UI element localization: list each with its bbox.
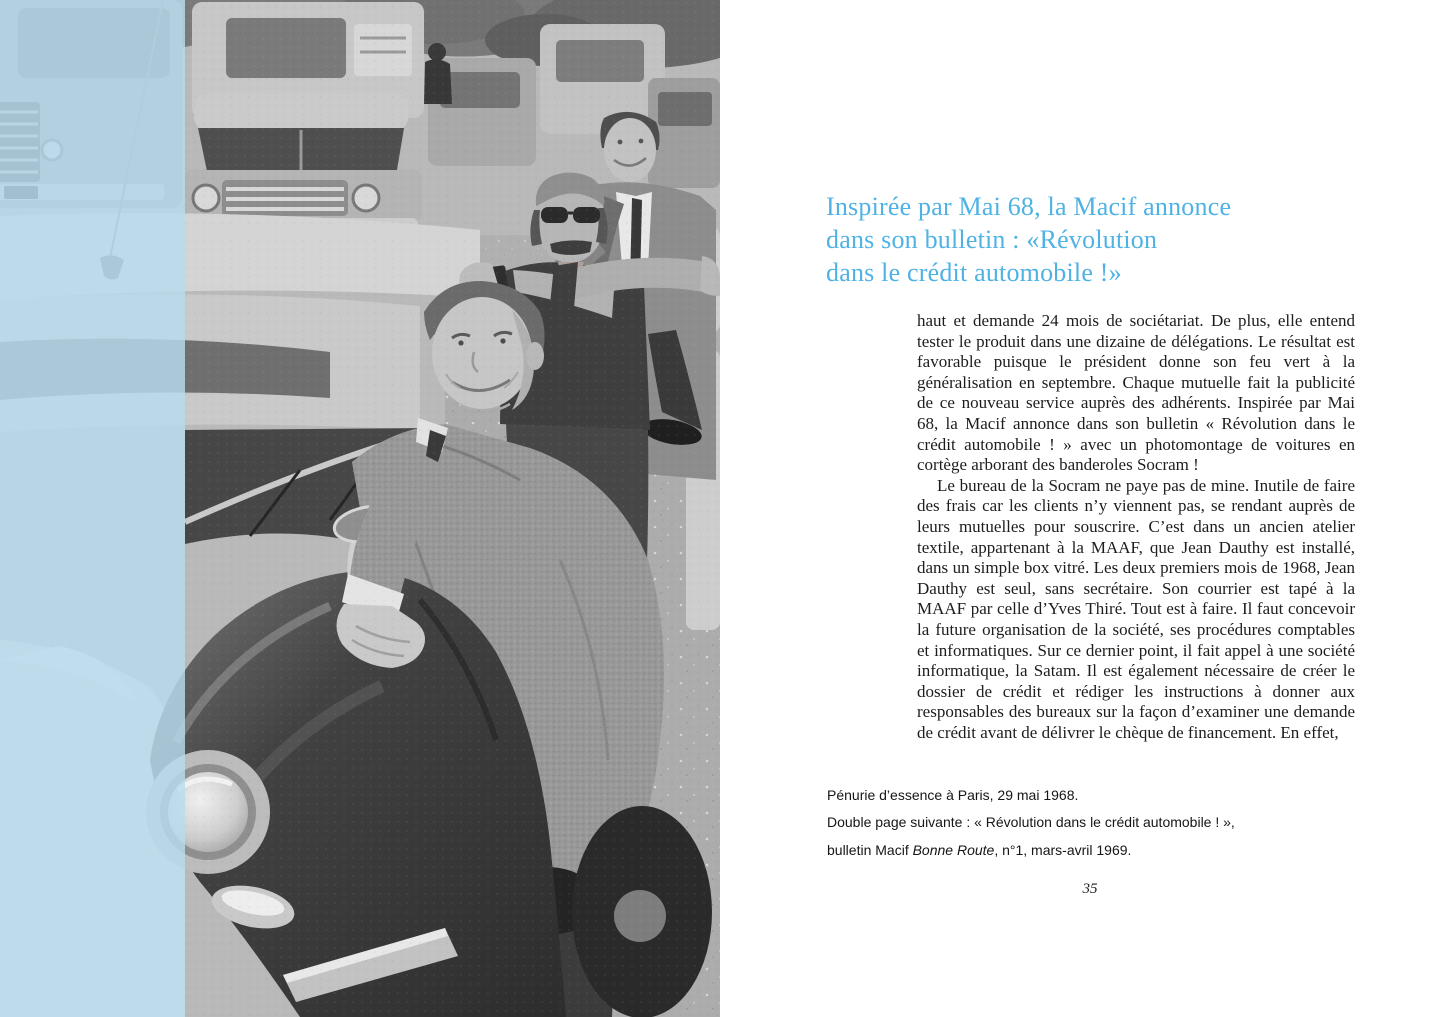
body-text-column — [917, 311, 1355, 743]
pull-quote-heading — [826, 190, 1306, 289]
paragraph: Le bureau de la Socram ne paye pas de mine. Inutile de faire des frais car les clients n’y viennent pas, se rendant auprès de leurs mutuelles pour souscrire. C’est dans un ancien atelier textile, appartenant à la MAAF, que Jean Dauthy est installé, dans un simple box vitré. Les deux premiers mois de 1968, Jean Dauthy est seul, sans secrétaire. Son courrier est tapé à la MAAF par celle d’Yves Thiré. Tout est à faire. Il faut concevoir la future organisation de la société, ses procédures comptables et informatiques. Sur ce dernier point, il fait appel à une société informatique, la Satam. Il est également nécessaire de créer le dossier de crédit et rédiger les instructions à donner aux responsables des bureaux sur la façon d’examiner une demande de crédit avant de délivrer le chèque de financement. En effet, — [917, 475, 1355, 742]
photo-caption — [827, 782, 1247, 864]
heading-line: Inspirée par Mai 68, la Macif annonce — [826, 192, 1232, 221]
heading-line: dans le crédit automobile !» — [826, 258, 1122, 287]
paragraph: haut et demande 24 mois de sociétariat. De plus, elle entend tester le produit dans une dizaine de délégations. Le résultat est favorable puisque le président donne son feu vert à la généralisation en septembre. Chaque mutuelle fait la publicité de ce nouveau service auprès des adhérents. Inspirée par Mai 68, la Macif annonce dans son bulletin « Révolution dans le crédit automobile ! » avec un photomontage de voitures en cortège arborant des banderoles Socram ! — [917, 311, 1355, 475]
caption-line: Double page suivante : « Révolution dans le crédit automobile ! », — [827, 814, 1235, 831]
bulletin-title-italic: Bonne Route — [912, 841, 995, 858]
caption-line: Pénurie d’essence à Paris, 29 mai 1968. — [827, 787, 1079, 803]
heading-line: dans son bulletin : «Révolution — [826, 225, 1158, 254]
page-number: 35 — [1082, 881, 1098, 897]
caption-line: bulletin Macif Bonne Route, n°1, mars-avril 1969. — [827, 841, 1132, 858]
